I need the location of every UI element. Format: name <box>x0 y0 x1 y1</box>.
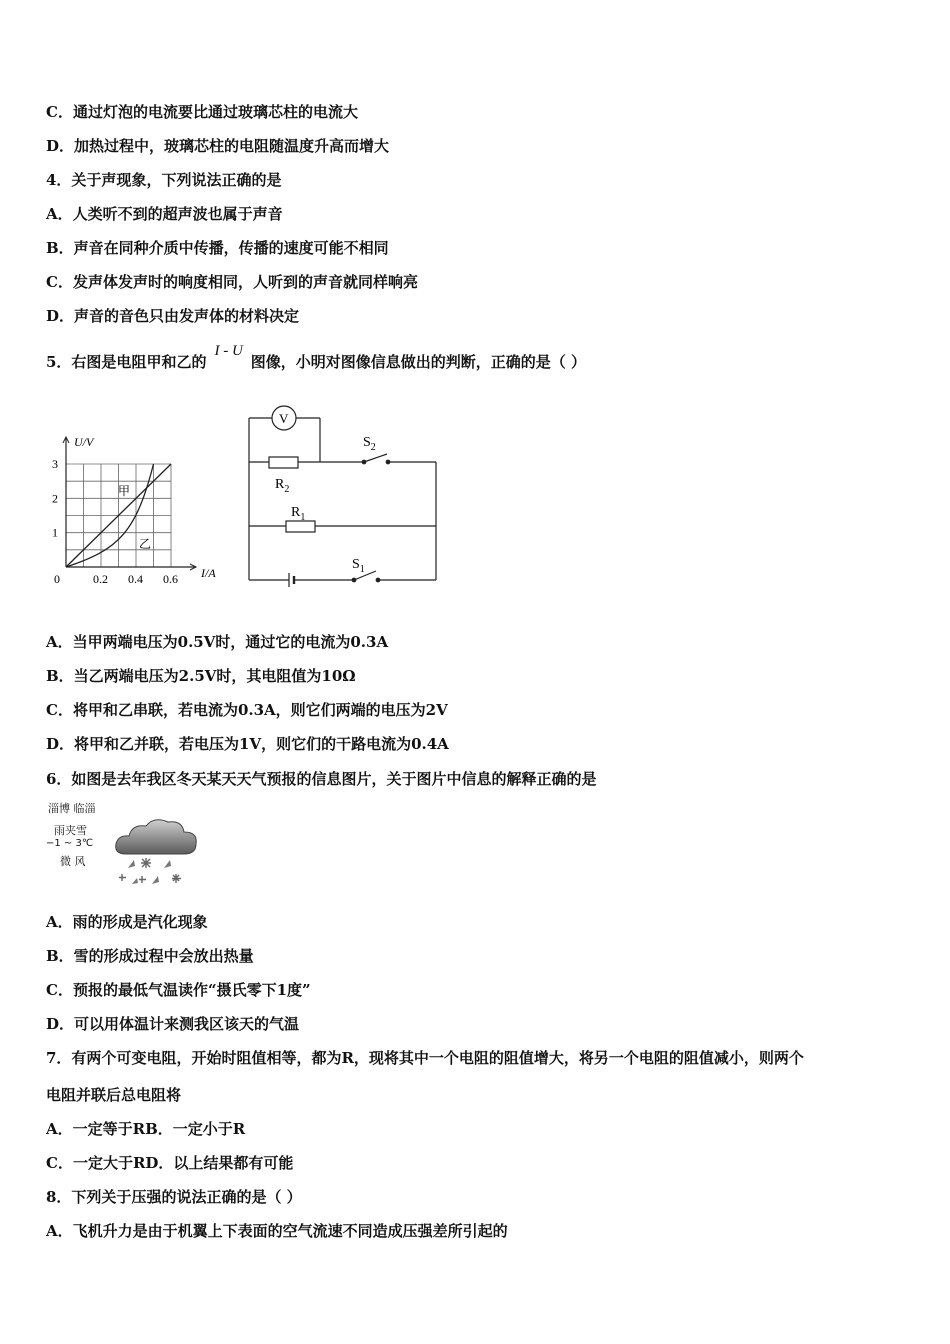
option-4d: D．声音的音色只由发声体的材料决定 <box>46 307 300 325</box>
formula-i-u: I - U <box>214 343 243 359</box>
question-5-prefix: 5．右图是电阻甲和乙的 <box>46 353 207 371</box>
question-8-stem: 8．下列关于压强的说法正确的是（ ） <box>46 1188 302 1206</box>
switch-s2-blade <box>364 454 387 462</box>
r2-label: $R_2$ <box>275 477 290 495</box>
weather-forecast-image <box>44 798 214 890</box>
y-tick-label: 2 <box>52 491 58 506</box>
x-axis-label: I/A <box>201 566 216 580</box>
option-7cd: C．一定大于RD．以上结果都有可能 <box>46 1154 294 1172</box>
weather-condition: 雨夹雪 <box>54 824 87 837</box>
question-5-stem <box>46 343 587 373</box>
x-tick-label: 0.2 <box>93 572 108 586</box>
voltmeter-label: V <box>279 411 289 426</box>
option-5c: C．将甲和乙串联，若电流为0.3A，则它们两端的电压为2V <box>46 701 448 719</box>
series-label-yi: 乙 <box>139 537 152 551</box>
sleet-cloud-icon <box>112 816 204 888</box>
option-7ab: A．一定等于RB．一定小于R <box>46 1120 246 1138</box>
option-6a: A．雨的形成是汽化现象 <box>46 913 208 931</box>
iu-graph <box>44 434 234 590</box>
option-4c: C．发声体发声时的响度相同，人听到的声音就同样响亮 <box>46 273 418 291</box>
y-axis-label: U/V <box>74 435 94 449</box>
s1-label: $S_1$ <box>352 557 365 575</box>
option-4b: B．声音在同种介质中传播，传播的速度可能不相同 <box>46 239 389 257</box>
s2-label: $S_2$ <box>363 435 376 453</box>
option-4a: A．人类听不到的超声波也属于声音 <box>46 205 283 223</box>
r1-label: $R_1$ <box>291 505 306 523</box>
option-5a: A．当甲两端电压为0.5V时，通过它的电流为0.3A <box>46 633 389 651</box>
question-5-suffix: 图像，小明对图像信息做出的判断，正确的是（ ） <box>250 353 587 371</box>
x-tick-label: 0.4 <box>128 572 143 586</box>
resistor-r2 <box>269 457 298 468</box>
option-6d: D．可以用体温计来测我区该天的气温 <box>46 1015 300 1033</box>
circuit-diagram <box>240 404 446 588</box>
x-tick-label: 0.6 <box>163 572 178 586</box>
question-4-stem: 4．关于声现象，下列说法正确的是 <box>46 171 282 189</box>
series-label-jia: 甲 <box>118 484 131 498</box>
x-tick-label: 0 <box>54 572 60 586</box>
weather-temp: −1 ~ 3℃ <box>46 838 94 849</box>
weather-city: 淄博 临淄 <box>48 802 96 815</box>
question-7-stem-line2: 电阻并联后总电阻将 <box>46 1086 182 1104</box>
weather-wind: 微 风 <box>60 855 86 868</box>
question-6-stem: 6．如图是去年我区冬天某天天气预报的信息图片，关于图片中信息的解释正确的是 <box>46 770 597 788</box>
option-3d: D．加热过程中，玻璃芯柱的电阻随温度升高而增大 <box>46 137 390 155</box>
option-6b: B．雪的形成过程中会放出热量 <box>46 947 254 965</box>
option-8a: A．飞机升力是由于机翼上下表面的空气流速不同造成压强差所引起的 <box>46 1222 508 1240</box>
switch-s1-blade <box>354 571 376 580</box>
option-5b: B．当乙两端电压为2.5V时，其电阻值为10Ω <box>46 667 356 685</box>
y-tick-label: 1 <box>52 525 58 540</box>
question-7-stem-line1: 7．有两个可变电阻，开始时阻值相等，都为R，现将其中一个电阻的阻值增大，将另一个电阻的阻值减小，则两个 <box>46 1049 804 1067</box>
option-5d: D．将甲和乙并联，若电压为1V，则它们的干路电流为0.4A <box>46 735 449 753</box>
option-3c: C．通过灯泡的电流要比通过玻璃芯柱的电流大 <box>46 103 358 121</box>
option-6c: C．预报的最低气温读作“摄氏零下1度” <box>46 981 311 999</box>
y-tick-label: 3 <box>52 457 58 471</box>
